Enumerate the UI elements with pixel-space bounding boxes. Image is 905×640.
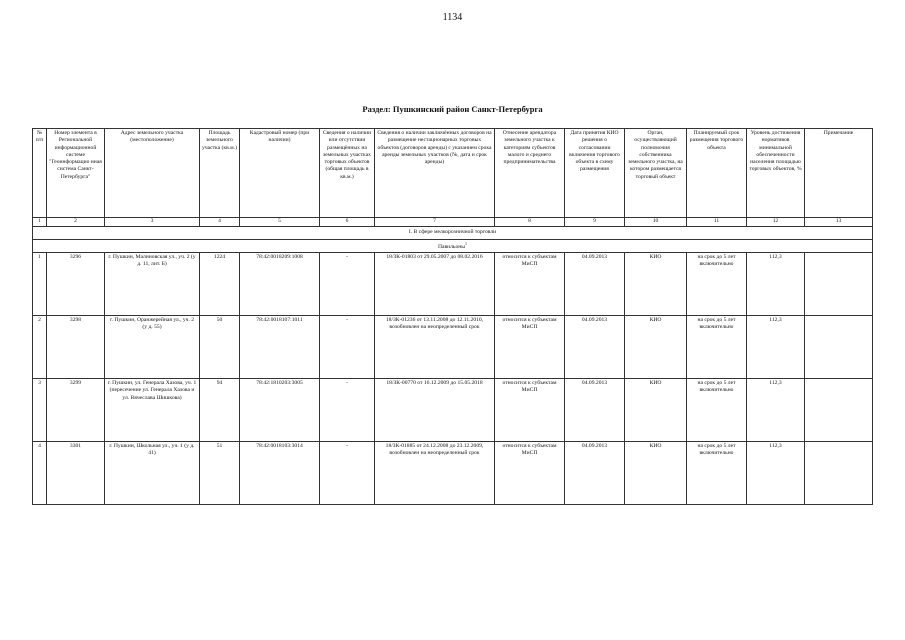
column-number: 4 xyxy=(200,218,240,227)
column-number: 7 xyxy=(375,218,495,227)
row-element: 3299 xyxy=(47,379,105,442)
row-organ: КИО xyxy=(625,253,687,316)
col-header-note: Примечание xyxy=(805,129,873,218)
row-level: 112,3 xyxy=(747,253,805,316)
row-term: на срок до 5 лет включительно xyxy=(687,316,747,379)
col-header-number: № п/п xyxy=(33,129,47,218)
registry-table xyxy=(32,128,873,505)
column-number: 3 xyxy=(105,218,200,227)
column-number: 10 xyxy=(625,218,687,227)
column-number: 13 xyxy=(805,218,873,227)
col-header-smp: Отнесение арендатора земельного участка к категориям субъектов малого и среднего предпринимательства xyxy=(495,129,565,218)
col-header-term: Планируемый срок размещения торгового объекта xyxy=(687,129,747,218)
row-objects: - xyxy=(320,253,375,316)
row-note xyxy=(805,379,873,442)
header-row xyxy=(33,129,873,218)
col-header-cadastral: Кадастровый номер (при наличии) xyxy=(240,129,320,218)
subsection-cell xyxy=(33,240,873,253)
row-term: на срок до 5 лет включительно xyxy=(687,379,747,442)
page-number: 1134 xyxy=(442,12,463,23)
row-area: 50 xyxy=(200,316,240,379)
row-area: 51 xyxy=(200,442,240,505)
row-contract: 18/ЗК-01885 от 24.12.2008 до 23.12.2009, возобновлен на неопределенный срок xyxy=(375,442,495,505)
table-row xyxy=(33,253,873,316)
column-number: 11 xyxy=(687,218,747,227)
row-objects: - xyxy=(320,316,375,379)
row-date: 04.09.2013 xyxy=(565,316,625,379)
table-row xyxy=(33,442,873,505)
row-contract: 18/ЗК-01236 от 13.11.2008 до 12.11.2010, возобновлен на неопределенный срок xyxy=(375,316,495,379)
row-organ: КИО xyxy=(625,316,687,379)
row-number: 1 xyxy=(33,253,47,316)
row-number: 3 xyxy=(33,379,47,442)
row-note xyxy=(805,253,873,316)
section-title: Раздел: Пушкинский район Санкт-Петербурга xyxy=(362,104,543,114)
table-row xyxy=(33,379,873,442)
row-element: 3296 xyxy=(47,253,105,316)
row-objects: - xyxy=(320,442,375,505)
row-level: 112,3 xyxy=(747,379,805,442)
subsection-heading: Павильоны xyxy=(437,243,466,250)
row-address: г. Пушкин, ул. Генерала Хазова, уч. 1 (пересечение ул. Генерала Хазова и ул. Вячеслава Шишкова) xyxy=(105,379,200,442)
table-row xyxy=(33,316,873,379)
row-level: 112,3 xyxy=(747,442,805,505)
row-contract: 18/ЗК-01803 от 29.05.2007 до 08.02.2016 xyxy=(375,253,495,316)
column-number: 6 xyxy=(320,218,375,227)
row-smp: относится к субъектам МиСП xyxy=(495,442,565,505)
column-number: 5 xyxy=(240,218,320,227)
row-date: 04.09.2013 xyxy=(565,253,625,316)
row-organ: КИО xyxy=(625,379,687,442)
column-number: 8 xyxy=(495,218,565,227)
column-number: 9 xyxy=(565,218,625,227)
subsection-footnote-mark: 1 xyxy=(465,241,468,246)
col-header-contract: Сведения о наличии заключённых договоров на размещение нестационарных торговых объектов (договоров аренды) с указанием срока аренды земельных участков (№, дата и срок аренды) xyxy=(375,129,495,218)
row-cadastral: 78:42:0018107:1011 xyxy=(240,316,320,379)
row-address: г. Пушкин, Оранжерейная ул., уч. 2 (у д. 55) xyxy=(105,316,200,379)
row-objects: - xyxy=(320,379,375,442)
row-address: г. Пушкин, Малиновская ул., уч. 2 (у д. 11, лит. Б) xyxy=(105,253,200,316)
row-level: 112,3 xyxy=(747,316,805,379)
section-heading: I. В сфере мелкорозничной торговли xyxy=(33,227,873,240)
row-cadastral: 78:42:0018209:1008 xyxy=(240,253,320,316)
col-header-element: Номер элемента в Региональной информационной системе "Геоинформацио нная система Санкт-Петербурга" xyxy=(47,129,105,218)
row-term: на срок до 5 лет включительно xyxy=(687,442,747,505)
row-date: 04.09.2013 xyxy=(565,442,625,505)
col-header-level: Уровень достижения нормативов минимальной обеспеченности населения площадью торговых объектов, % xyxy=(747,129,805,218)
row-element: 3301 xyxy=(47,442,105,505)
section-row xyxy=(33,227,873,240)
row-smp: относится к субъектам МиСП xyxy=(495,253,565,316)
col-header-date: Дата принятия КИО решения о согласовании включения торгового объекта в схему размещения xyxy=(565,129,625,218)
row-note xyxy=(805,316,873,379)
col-header-address: Адрес земельного участка (местоположение) xyxy=(105,129,200,218)
row-number: 2 xyxy=(33,316,47,379)
row-element: 3298 xyxy=(47,316,105,379)
col-header-organ: Орган, осуществляющий полномочия собственника земельного участка, на котором размещается торговый объект xyxy=(625,129,687,218)
row-smp: относится к субъектам МиСП xyxy=(495,379,565,442)
col-header-area: Площадь земельного участка (кв.м.) xyxy=(200,129,240,218)
row-contract: 18/ЗК-00770 от 16.12.2009 до 15.05.2018 xyxy=(375,379,495,442)
row-organ: КИО xyxy=(625,442,687,505)
col-header-objects: Сведения о наличии или отсутствии размещённых на земельных участках торговых объектов (общая площадь в кв.м.) xyxy=(320,129,375,218)
column-number: 12 xyxy=(747,218,805,227)
subsection-row xyxy=(33,240,873,253)
row-cadastral: 78:42:1810203:3005 xyxy=(240,379,320,442)
row-date: 04.09.2013 xyxy=(565,379,625,442)
row-term: на срок до 5 лет включительно xyxy=(687,253,747,316)
column-number: 1 xyxy=(33,218,47,227)
row-area: 1224 xyxy=(200,253,240,316)
row-smp: относится к субъектам МиСП xyxy=(495,316,565,379)
column-numbers-row xyxy=(33,218,873,227)
row-address: г. Пушкин, Школьная ул., уч. 1 (у д. 41) xyxy=(105,442,200,505)
row-area: 94 xyxy=(200,379,240,442)
row-number: 4 xyxy=(33,442,47,505)
column-number: 2 xyxy=(47,218,105,227)
row-note xyxy=(805,442,873,505)
row-cadastral: 78:42:0018103:3014 xyxy=(240,442,320,505)
